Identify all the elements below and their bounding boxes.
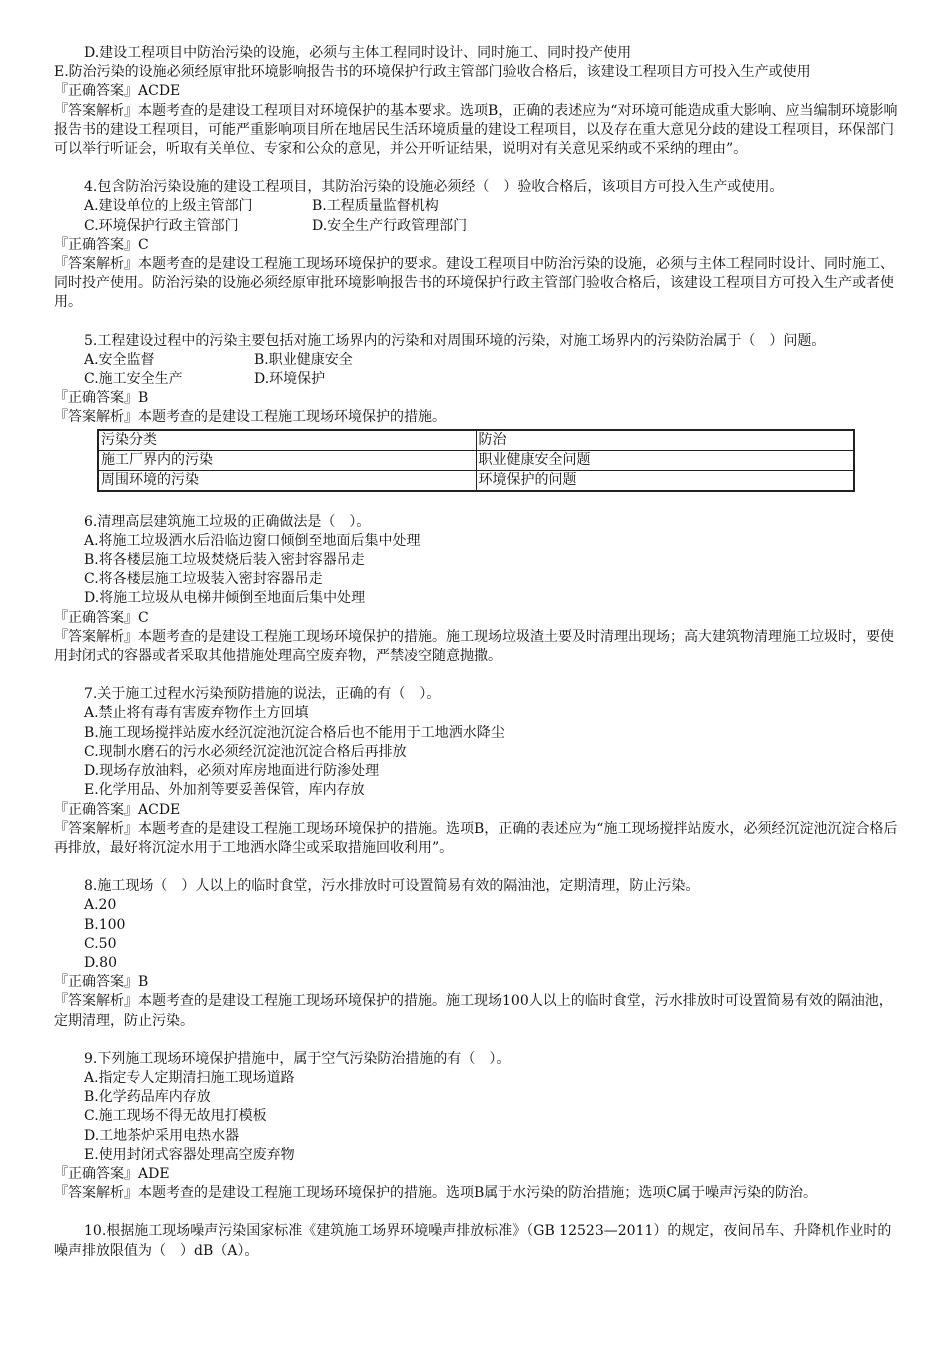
q8-option-c: C.50 [84,935,117,952]
question-4 [54,178,898,312]
question-5 [54,332,898,492]
q7-option-d: D.现场存放油料，必须对库房地面进行防渗处理 [84,763,380,780]
q5-stem: 5.工程建设过程中的污染主要包括对施工场界内的污染和对周围环境的污染，对施工场界内的污染防治属于（ ）问题。 [84,332,826,349]
q3-option-e: E.防治污染的设施必须经原审批环境影响报告书的环境保护行政主管部门验收合格后，该建设工程项目方可投入生产或使用 [54,64,811,81]
q3-analysis: 『答案解析』本题考查的是建设工程项目对环境保护的基本要求。选项B，正确的表述应为“对环境可能造成重大影响、应当编制环境影响报告书的建设工程项目，可能严重影响项目所在地居民生活环境质量的建设工程项目，以及存在重大意见分歧的建设工程项目，环保部门可以举行听证会，听取有关单位、专家和公众的意见，并公开听证结果，说明对有关意见采纳或不采纳的理由”。 [54,102,898,158]
q9-stem: 9.下列施工现场环境保护措施中，属于空气污染防治措施的有（ ）。 [84,1050,511,1067]
q6-option-b: B.将各楼层施工垃圾焚烧后装入密封容器吊走 [84,552,365,569]
q3-answer: 『正确答案』ACDE [54,83,181,100]
q8-option-b: B.100 [84,916,126,933]
q7-answer: 『正确答案』ACDE [54,801,181,818]
q6-answer: 『正确答案』C [54,609,149,626]
q9-option-d: D.工地茶炉采用电热水器 [84,1127,240,1144]
q7-analysis: 『答案解析』本题考查的是建设工程施工现场环境保护的措施。选项B，正确的表述应为“施工现场搅拌站废水，必须经沉淀池沉淀合格后再排放，最好将沉淀水用于工地洒水降尘或采取措施回收利用”。 [54,820,898,856]
q4-option-a: A.建设单位的上级主管部门 [84,198,253,215]
q8-stem: 8.施工现场（ ）人以上的临时食堂，污水排放时可设置简易有效的隔油池，定期清理，防止污染。 [84,878,700,895]
q7-stem: 7.关于施工过程水污染预防措施的说法，正确的有（ ）。 [84,686,441,703]
q6-analysis: 『答案解析』本题考查的是建设工程施工现场环境保护的措施。施工现场垃圾渣土要及时清理出现场；高大建筑物清理施工垃圾时，要使用封闭式的容器或者采取其他措施处理高空废弃物，严禁凌空随意抛撒。 [54,628,894,665]
q8-analysis: 『答案解析』本题考查的是建设工程施工现场环境保护的措施。施工现场100人以上的临时食堂，污水排放时可设置简易有效的隔油池，定期清理，防止污染。 [54,993,893,1029]
table-cell: 防治 [476,430,854,451]
q9-option-b: B.化学药品库内存放 [84,1089,211,1106]
q7-option-c: C.现制水磨石的污水必须经沉淀池沉淀合格后再排放 [84,743,407,760]
q9-option-c: C.施工现场不得无故甩打模板 [84,1108,267,1125]
q9-analysis: 『答案解析』本题考查的是建设工程施工现场环境保护的措施。选项B属于水污染的防治措施；选项C属于噪声污染的防治。 [54,1185,817,1202]
q4-options-row-2 [54,217,898,236]
question-9 [54,1050,898,1204]
question-7 [54,685,898,858]
pollution-table [97,429,855,492]
table-cell: 职业健康安全问题 [476,450,854,470]
q4-option-d: D.安全生产行政管理部门 [312,217,468,234]
q5-options-row-1 [54,351,898,370]
q5-option-a: A.安全监督 [84,351,155,368]
table-cell: 环境保护的问题 [476,470,854,491]
table-header-row [98,430,854,451]
q8-answer: 『正确答案』B [54,974,149,991]
q5-option-d: D.环境保护 [254,371,326,388]
q4-stem: 4.包含防治污染设施的建设工程项目，其防治污染的设施必须经（ ）验收合格后，该项目方可投入生产或使用。 [84,179,784,196]
q4-options-row-1 [54,197,898,216]
q8-option-d: D.80 [84,954,117,971]
q5-analysis: 『答案解析』本题考查的是建设工程施工现场环境保护的措施。 [54,409,446,426]
question-10 [54,1222,898,1260]
q5-options-row-2 [54,370,898,389]
q5-answer: 『正确答案』B [54,390,149,407]
table-row [98,470,854,491]
q10-stem: 10.根据施工现场噪声污染国家标准《建筑施工场界环境噪声排放标准》（GB 12523—2011）的规定，夜间吊车、升降机作业时的噪声排放限值为（ ）dB（A）。 [54,1223,892,1259]
q6-option-d: D.将施工垃圾从电梯井倾倒至地面后集中处理 [84,590,366,607]
table-cell: 周围环境的污染 [98,470,476,491]
q9-option-e: E.使用封闭式容器处理高空废弃物 [84,1146,295,1163]
q4-option-c: C.环境保护行政主管部门 [84,217,239,234]
table-cell: 施工厂界内的污染 [98,450,476,470]
q4-analysis: 『答案解析』本题考查的是建设工程施工现场环境保护的要求。建设工程项目中防治污染的设施，必须与主体工程同时设计、同时施工、同时投产使用。防治污染的设施必须经原审批环境影响报告书的环境保护行政主管部门验收合格后，该建设工程项目方可投入生产或者使用。 [54,256,894,311]
q6-stem: 6.清理高层建筑施工垃圾的正确做法是（ ）。 [84,513,371,530]
q3-option-d: D.建设工程项目中防治污染的设施，必须与主体工程同时设计、同时施工、同时投产使用 [84,45,632,61]
question-6 [54,513,898,667]
question-8 [54,877,898,1031]
q8-option-a: A.20 [84,897,117,914]
q4-option-b: B.工程质量监督机构 [312,198,439,215]
table-row [98,450,854,470]
q7-option-a: A.禁止将有毒有害废弃物作土方回填 [84,705,309,722]
q7-option-e: E.化学用品、外加剂等要妥善保管，库内存放 [84,782,365,799]
q5-option-c: C.施工安全生产 [84,371,183,388]
q7-option-b: B.施工现场搅拌站废水经沉淀池沉淀合格后也不能用于工地洒水降尘 [84,724,505,741]
q6-option-c: C.将各楼层施工垃圾装入密封容器吊走 [84,571,323,588]
q4-answer: 『正确答案』C [54,236,149,253]
table-cell: 污染分类 [98,430,476,451]
q9-option-a: A.指定专人定期清扫施工现场道路 [84,1069,295,1086]
q6-option-a: A.将施工垃圾洒水后沿临边窗口倾倒至地面后集中处理 [84,532,421,549]
question-3-tail [54,44,898,159]
q5-option-b: B.职业健康安全 [254,351,353,368]
q9-answer: 『正确答案』ADE [54,1165,170,1182]
